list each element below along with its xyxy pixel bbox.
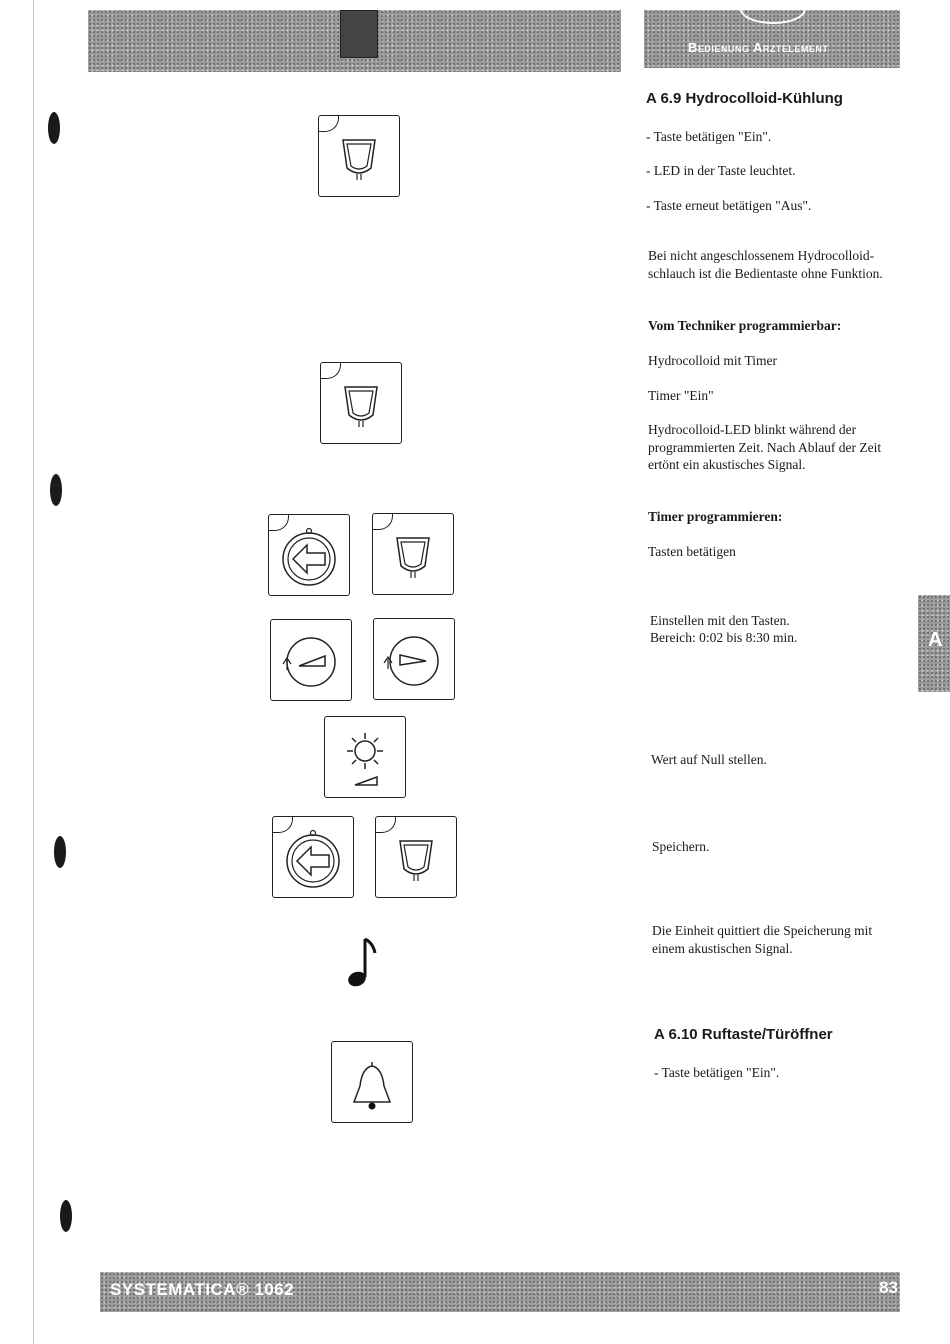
- header-title: Bedienung Arztelement: [688, 40, 829, 55]
- hydrocolloid-key-icon: [318, 115, 400, 197]
- timer-step-4: Speichern.: [652, 839, 710, 854]
- header-bar-left: [88, 10, 621, 72]
- increase-key-icon: [373, 618, 455, 700]
- program-arrow-key-icon: [272, 816, 354, 898]
- step-3: - Taste erneut betätigen "Aus".: [646, 198, 812, 213]
- acoustic-signal-note-icon: [345, 935, 385, 991]
- hydrocolloid-key-icon: [372, 513, 454, 595]
- punch-hole-icon: [60, 1200, 72, 1232]
- timer-step-2-line-1: Einstellen mit den Tasten.: [650, 613, 790, 628]
- timer-step-5-line-1: Die Einheit quittiert die Speicherung mit: [652, 923, 873, 938]
- program-arrow-key-icon: [268, 514, 350, 596]
- brand-logo-icon: [340, 10, 378, 58]
- header-oval-icon: [740, 0, 806, 24]
- blink-line-2: programmierten Zeit. Nach Ablauf der Zeit: [648, 440, 882, 455]
- hydrocolloid-key-icon: [375, 816, 457, 898]
- page-number: 83: [879, 1278, 898, 1297]
- punch-hole-icon: [48, 112, 60, 144]
- hydrocolloid-key-icon: [320, 362, 402, 444]
- timer-heading: Timer programmieren:: [648, 509, 783, 524]
- binding-line: [33, 0, 34, 1344]
- programmable-heading: Vom Techniker programmierbar:: [648, 318, 842, 333]
- header-bar-right: [644, 10, 900, 68]
- note-line-1: Bei nicht angeschlossenem Hydrocolloid-: [648, 248, 875, 263]
- timer-step-5-line-2: einem akustischen Signal.: [652, 941, 793, 956]
- programmable-item-2: Timer "Ein": [648, 388, 714, 403]
- programmable-item-1: Hydrocolloid mit Timer: [648, 353, 778, 368]
- footer-brand: SYSTEMATICA® 1062: [110, 1280, 295, 1299]
- blink-line-1: Hydrocolloid-LED blinkt während der: [648, 422, 857, 437]
- timer-step-2-line-2: Bereich: 0:02 bis 8:30 min.: [650, 630, 798, 645]
- punch-hole-icon: [54, 836, 66, 868]
- chapter-tab: [918, 595, 950, 692]
- call-step-1: - Taste betätigen "Ein".: [654, 1065, 780, 1080]
- timer-step-3: Wert auf Null stellen.: [651, 752, 767, 767]
- step-1: - Taste betätigen "Ein".: [646, 129, 772, 144]
- decrease-key-icon: [270, 619, 352, 701]
- call-bell-key-icon: [331, 1041, 413, 1123]
- timer-step-1: Tasten betätigen: [648, 544, 736, 559]
- section-heading-call-button: A 6.10 Ruftaste/Türöffner: [654, 1026, 833, 1043]
- punch-hole-icon: [50, 474, 62, 506]
- step-2: - LED in der Taste leuchtet.: [646, 163, 796, 178]
- light-key-icon: [324, 716, 406, 798]
- chapter-tab-letter: A: [928, 629, 943, 651]
- note-line-2: schlauch ist die Bedientaste ohne Funktion.: [648, 266, 883, 281]
- footer-bar: [100, 1272, 900, 1312]
- blink-line-3: ertönt ein akustisches Signal.: [648, 457, 806, 472]
- section-heading-hydrocolloid: A 6.9 Hydrocolloid-Kühlung: [646, 90, 843, 107]
